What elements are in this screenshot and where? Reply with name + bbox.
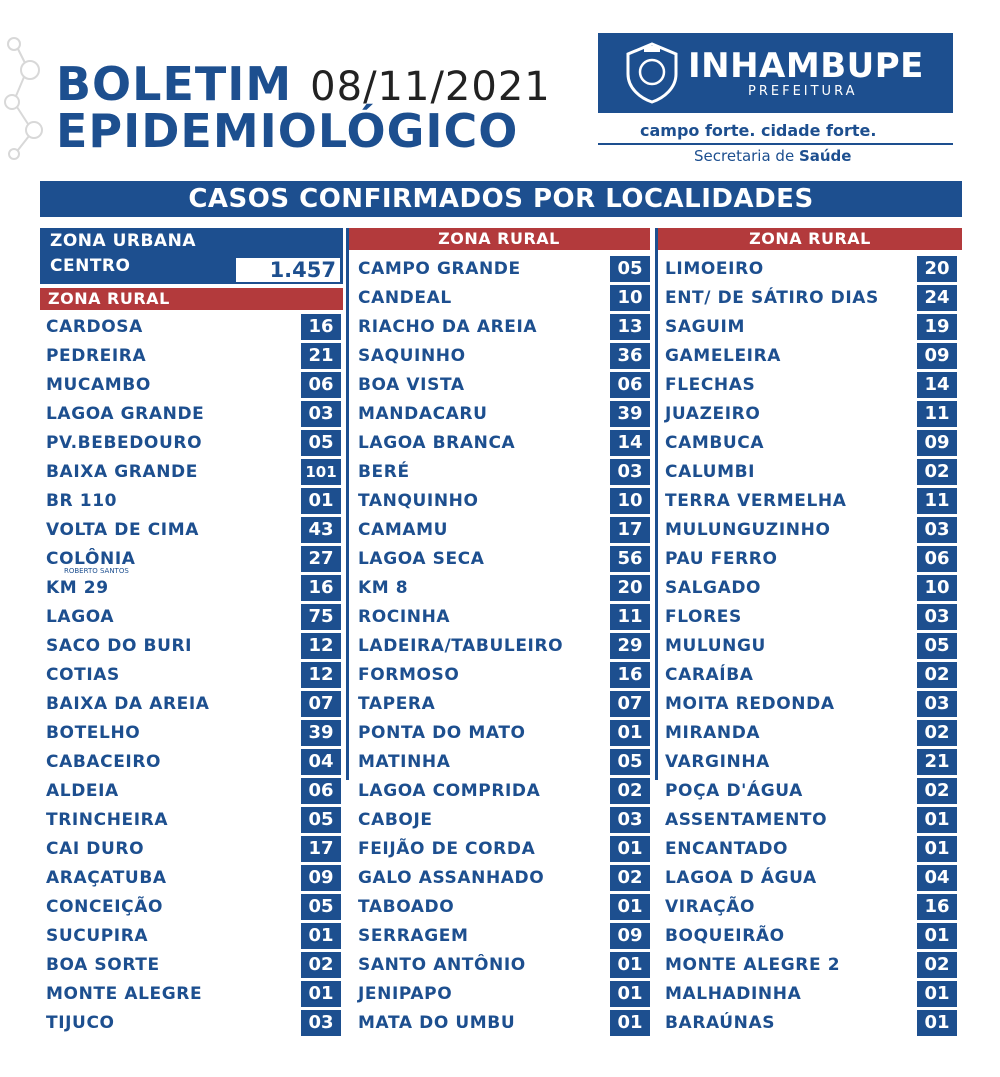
- table-row: [46, 923, 344, 949]
- locality-name: CALUMBI: [665, 462, 756, 482]
- case-count: 17: [610, 517, 650, 543]
- case-count: 10: [610, 488, 650, 514]
- table-row: [46, 749, 344, 775]
- case-count: 01: [610, 1010, 650, 1036]
- table-row: [358, 923, 650, 949]
- case-count: 02: [917, 720, 957, 746]
- table-row: [358, 430, 650, 456]
- locality-name: PONTA DO MATO: [358, 723, 526, 743]
- case-count: 101: [301, 459, 341, 485]
- table-row: [358, 372, 650, 398]
- table-row: [358, 836, 650, 862]
- locality-name: LAGOA: [46, 607, 115, 627]
- case-count: 05: [301, 894, 341, 920]
- table-row: [46, 401, 344, 427]
- locality-name: ROCINHA: [358, 607, 451, 627]
- locality-name: ENT/ DE SÁTIRO DIAS: [665, 288, 879, 308]
- case-count: 27: [301, 546, 341, 572]
- table-row: [46, 836, 344, 862]
- table-row: [358, 952, 650, 978]
- city-subtitle: PREFEITURA: [748, 84, 858, 99]
- table-row: [46, 372, 344, 398]
- locality-name: FLORES: [665, 607, 742, 627]
- case-count: 05: [610, 256, 650, 282]
- table-row: [358, 720, 650, 746]
- case-count: 03: [610, 807, 650, 833]
- table-row: [665, 952, 962, 978]
- table-row: [46, 894, 344, 920]
- table-row: [358, 314, 650, 340]
- locality-name: SACO DO BURI: [46, 636, 193, 656]
- locality-name: MUCAMBO: [46, 375, 151, 395]
- case-count: 24: [917, 285, 957, 311]
- table-row: [46, 343, 344, 369]
- locality-name: KM 29: [46, 578, 109, 598]
- locality-name: JENIPAPO: [358, 984, 453, 1004]
- table-row: [46, 952, 344, 978]
- case-count: 01: [610, 894, 650, 920]
- city-crest-icon: [620, 40, 684, 104]
- locality-name: VOLTA DE CIMA: [46, 520, 199, 540]
- table-row: [665, 981, 962, 1007]
- case-count: 12: [301, 633, 341, 659]
- locality-name: MATA DO UMBU: [358, 1013, 516, 1033]
- locality-name: VIRAÇÃO: [665, 897, 756, 917]
- case-count: 09: [917, 430, 957, 456]
- table-row: [46, 865, 344, 891]
- locality-name: KM 8: [358, 578, 409, 598]
- case-count: 02: [610, 778, 650, 804]
- case-count: 39: [301, 720, 341, 746]
- locality-name: FORMOSO: [358, 665, 460, 685]
- case-count: 05: [610, 749, 650, 775]
- locality-name: BERÉ: [358, 462, 410, 482]
- locality-name: TERRA VERMELHA: [665, 491, 847, 511]
- table-row: [358, 1010, 650, 1036]
- locality-name: BR 110: [46, 491, 118, 511]
- case-count: 11: [610, 604, 650, 630]
- locality-name: MULUNGUZINHO: [665, 520, 831, 540]
- table-row: [46, 604, 344, 630]
- locality-name: CAMBUCA: [665, 433, 765, 453]
- table-row: [46, 1010, 344, 1036]
- locality-name: SAGUIM: [665, 317, 746, 337]
- table-row: [665, 517, 962, 543]
- table-row: [358, 343, 650, 369]
- table-row: [46, 981, 344, 1007]
- case-count: 01: [610, 720, 650, 746]
- locality-name: MANDACARU: [358, 404, 488, 424]
- case-count: 09: [301, 865, 341, 891]
- table-row: [46, 314, 344, 340]
- locality-name: SALGADO: [665, 578, 762, 598]
- table-row: [665, 285, 962, 311]
- locality-name: LAGOA COMPRIDA: [358, 781, 541, 801]
- locality-name: CABOJE: [358, 810, 433, 830]
- locality-name: CARDOSA: [46, 317, 143, 337]
- locality-name: MONTE ALEGRE 2: [665, 955, 841, 975]
- title-line2: EPIDEMIOLÓGICO: [56, 104, 519, 158]
- case-count: 01: [917, 807, 957, 833]
- locality-name: TAPERA: [358, 694, 436, 714]
- case-count: 06: [610, 372, 650, 398]
- locality-name: FEIJÃO DE CORDA: [358, 839, 536, 859]
- table-row: [46, 430, 344, 456]
- case-count: 05: [301, 430, 341, 456]
- table-row: [665, 256, 962, 282]
- case-count: 09: [917, 343, 957, 369]
- section-banner: CASOS CONFIRMADOS POR LOCALIDADES: [40, 181, 962, 217]
- locality-name: GAMELEIRA: [665, 346, 782, 366]
- locality-name: MIRANDA: [665, 723, 761, 743]
- case-count: 02: [917, 952, 957, 978]
- case-count: 02: [917, 662, 957, 688]
- zona-rural-header-3: ZONA RURAL: [658, 228, 962, 250]
- locality-name: BAIXA GRANDE: [46, 462, 198, 482]
- case-count: 01: [301, 488, 341, 514]
- case-count: 16: [610, 662, 650, 688]
- table-row: [665, 633, 962, 659]
- locality-name: LAGOA SECA: [358, 549, 485, 569]
- table-row: [46, 662, 344, 688]
- table-row: [46, 546, 344, 575]
- locality-name: MATINHA: [358, 752, 451, 772]
- case-count: 04: [301, 749, 341, 775]
- table-row: [358, 488, 650, 514]
- table-row: [665, 778, 962, 804]
- locality-name: CAI DURO: [46, 839, 145, 859]
- case-count: 16: [301, 314, 341, 340]
- locality-name: BAIXA DA AREIA: [46, 694, 210, 714]
- case-count: 12: [301, 662, 341, 688]
- locality-name: CAMPO GRANDE: [358, 259, 521, 279]
- case-count: 21: [301, 343, 341, 369]
- case-count: 01: [917, 981, 957, 1007]
- case-count: 09: [610, 923, 650, 949]
- title-line1: BOLETIM: [56, 57, 293, 111]
- case-count: 14: [610, 430, 650, 456]
- locality-name: LAGOA D ÁGUA: [665, 868, 817, 888]
- table-row: [665, 807, 962, 833]
- case-count: 01: [610, 836, 650, 862]
- locality-name: CARAÍBA: [665, 665, 754, 685]
- case-count: 10: [610, 285, 650, 311]
- table-row: [665, 575, 962, 601]
- table-row: [358, 749, 650, 775]
- zona-rural-header-2: ZONA RURAL: [348, 228, 650, 250]
- locality-name: MALHADINHA: [665, 984, 802, 1004]
- locality-name: PEDREIRA: [46, 346, 147, 366]
- case-count: 10: [917, 575, 957, 601]
- case-count: 29: [610, 633, 650, 659]
- locality-name: MOITA REDONDA: [665, 694, 835, 714]
- table-row: [665, 372, 962, 398]
- locality-name: SUCUPIRA: [46, 926, 149, 946]
- locality-name: PV.BEBEDOURO: [46, 433, 203, 453]
- table-row: [46, 633, 344, 659]
- case-count: 01: [917, 1010, 957, 1036]
- locality-name: BOA SORTE: [46, 955, 160, 975]
- bulletin-title: [56, 57, 551, 158]
- case-count: 03: [301, 401, 341, 427]
- case-count: 16: [301, 575, 341, 601]
- case-count: 07: [610, 691, 650, 717]
- case-count: 01: [301, 923, 341, 949]
- case-count: 02: [917, 459, 957, 485]
- locality-name: BOA VISTA: [358, 375, 465, 395]
- table-row: [46, 778, 344, 804]
- case-count: 11: [917, 401, 957, 427]
- locality-name: LIMOEIRO: [665, 259, 764, 279]
- virus-decoration-icon: [0, 30, 48, 170]
- case-count: 07: [301, 691, 341, 717]
- case-count: 21: [917, 749, 957, 775]
- table-row: [665, 401, 962, 427]
- table-row: [665, 546, 962, 572]
- locality-name: BOTELHO: [46, 723, 141, 743]
- table-row: [665, 691, 962, 717]
- table-row: [665, 749, 962, 775]
- centro-value: 1.457: [236, 258, 340, 282]
- case-count: 02: [917, 778, 957, 804]
- case-count: 01: [917, 836, 957, 862]
- table-row: [46, 575, 344, 601]
- case-count: 43: [301, 517, 341, 543]
- table-row: [665, 430, 962, 456]
- case-count: 04: [917, 865, 957, 891]
- city-name: INHAMBUPE: [688, 46, 924, 86]
- slogan-divider: [598, 143, 953, 145]
- locality-name: COLÔNIA: [46, 549, 136, 569]
- zona-urbana-label: ZONA URBANA: [50, 231, 196, 251]
- case-count: 11: [917, 488, 957, 514]
- case-count: 20: [610, 575, 650, 601]
- locality-name: ALDEIA: [46, 781, 119, 801]
- table-row: [665, 923, 962, 949]
- case-count: 02: [301, 952, 341, 978]
- case-count: 03: [917, 517, 957, 543]
- case-count: 03: [917, 604, 957, 630]
- locality-name: ENCANTADO: [665, 839, 789, 859]
- case-count: 06: [301, 778, 341, 804]
- table-row: [665, 314, 962, 340]
- case-count: 02: [610, 865, 650, 891]
- case-count: 05: [917, 633, 957, 659]
- table-row: [665, 604, 962, 630]
- table-row: [665, 894, 962, 920]
- case-count: 06: [301, 372, 341, 398]
- locality-name: TRINCHEIRA: [46, 810, 169, 830]
- table-row: [358, 865, 650, 891]
- case-count: 56: [610, 546, 650, 572]
- locality-name: ASSENTAMENTO: [665, 810, 828, 830]
- table-row: [358, 401, 650, 427]
- city-slogan: campo forte. cidade forte.: [640, 121, 877, 140]
- case-count: 16: [917, 894, 957, 920]
- locality-name: TABOADO: [358, 897, 455, 917]
- table-row: [665, 662, 962, 688]
- column-divider: [346, 228, 349, 780]
- case-count: 01: [301, 981, 341, 1007]
- case-count: 75: [301, 604, 341, 630]
- case-count: 13: [610, 314, 650, 340]
- table-row: [665, 1010, 962, 1036]
- table-row: [358, 459, 650, 485]
- locality-name: LAGOA GRANDE: [46, 404, 205, 424]
- case-count: 19: [917, 314, 957, 340]
- locality-name: BOQUEIRÃO: [665, 926, 785, 946]
- locality-name: CAMAMU: [358, 520, 449, 540]
- table-row: [665, 865, 962, 891]
- case-count: 01: [610, 952, 650, 978]
- case-count: 03: [610, 459, 650, 485]
- secretaria-prefix: Secretaria de: [694, 147, 799, 165]
- case-count: 01: [917, 923, 957, 949]
- locality-name: ARAÇATUBA: [46, 868, 167, 888]
- table-row: [358, 981, 650, 1007]
- secretaria-label: [694, 147, 851, 165]
- centro-label: CENTRO: [50, 256, 131, 276]
- table-row: [46, 807, 344, 833]
- case-count: 01: [610, 981, 650, 1007]
- locality-name: VARGINHA: [665, 752, 770, 772]
- table-row: [358, 894, 650, 920]
- table-row: [46, 720, 344, 746]
- locality-name: LAGOA BRANCA: [358, 433, 516, 453]
- table-row: [46, 488, 344, 514]
- table-row: [358, 546, 650, 572]
- locality-name: CANDEAL: [358, 288, 452, 308]
- locality-name: SAQUINHO: [358, 346, 466, 366]
- table-row: [358, 633, 650, 659]
- case-count: 05: [301, 807, 341, 833]
- table-row: [665, 720, 962, 746]
- case-count: 17: [301, 836, 341, 862]
- table-row: [358, 691, 650, 717]
- locality-name: RIACHO DA AREIA: [358, 317, 538, 337]
- locality-name: CABACEIRO: [46, 752, 162, 772]
- locality-subtitle: ROBERTO SANTOS: [64, 567, 129, 575]
- table-row: [665, 459, 962, 485]
- case-count: 39: [610, 401, 650, 427]
- locality-name: MONTE ALEGRE: [46, 984, 203, 1004]
- locality-name: TANQUINHO: [358, 491, 479, 511]
- locality-name: GALO ASSANHADO: [358, 868, 545, 888]
- locality-name: POÇA D'ÁGUA: [665, 781, 803, 801]
- case-count: 06: [917, 546, 957, 572]
- table-row: [358, 807, 650, 833]
- table-row: [46, 459, 344, 485]
- table-row: [46, 691, 344, 717]
- table-row: [358, 604, 650, 630]
- locality-name: TIJUCO: [46, 1013, 115, 1033]
- locality-name: BARAÚNAS: [665, 1013, 776, 1033]
- case-count: 03: [301, 1010, 341, 1036]
- locality-name: SANTO ANTÔNIO: [358, 955, 526, 975]
- table-row: [358, 285, 650, 311]
- case-count: 14: [917, 372, 957, 398]
- locality-name: LADEIRA/TABULEIRO: [358, 636, 564, 656]
- case-count: 36: [610, 343, 650, 369]
- table-row: [358, 662, 650, 688]
- table-row: [358, 778, 650, 804]
- table-row: [358, 256, 650, 282]
- locality-name: JUAZEIRO: [665, 404, 761, 424]
- case-count: 20: [917, 256, 957, 282]
- table-row: [665, 488, 962, 514]
- locality-name: SERRAGEM: [358, 926, 469, 946]
- secretaria-bold: Saúde: [798, 147, 852, 165]
- table-row: [358, 575, 650, 601]
- bulletin-date: 08/11/2021: [310, 64, 551, 110]
- column-divider: [655, 228, 658, 780]
- table-row: [665, 343, 962, 369]
- locality-name: FLECHAS: [665, 375, 756, 395]
- locality-name: MULUNGU: [665, 636, 766, 656]
- zona-rural-header-1: ZONA RURAL: [40, 288, 343, 310]
- locality-name: PAU FERRO: [665, 549, 778, 569]
- table-row: [665, 836, 962, 862]
- locality-name: CONCEIÇÃO: [46, 897, 164, 917]
- table-row: [46, 517, 344, 543]
- case-count: 03: [917, 691, 957, 717]
- locality-name: COTIAS: [46, 665, 120, 685]
- table-row: [358, 517, 650, 543]
